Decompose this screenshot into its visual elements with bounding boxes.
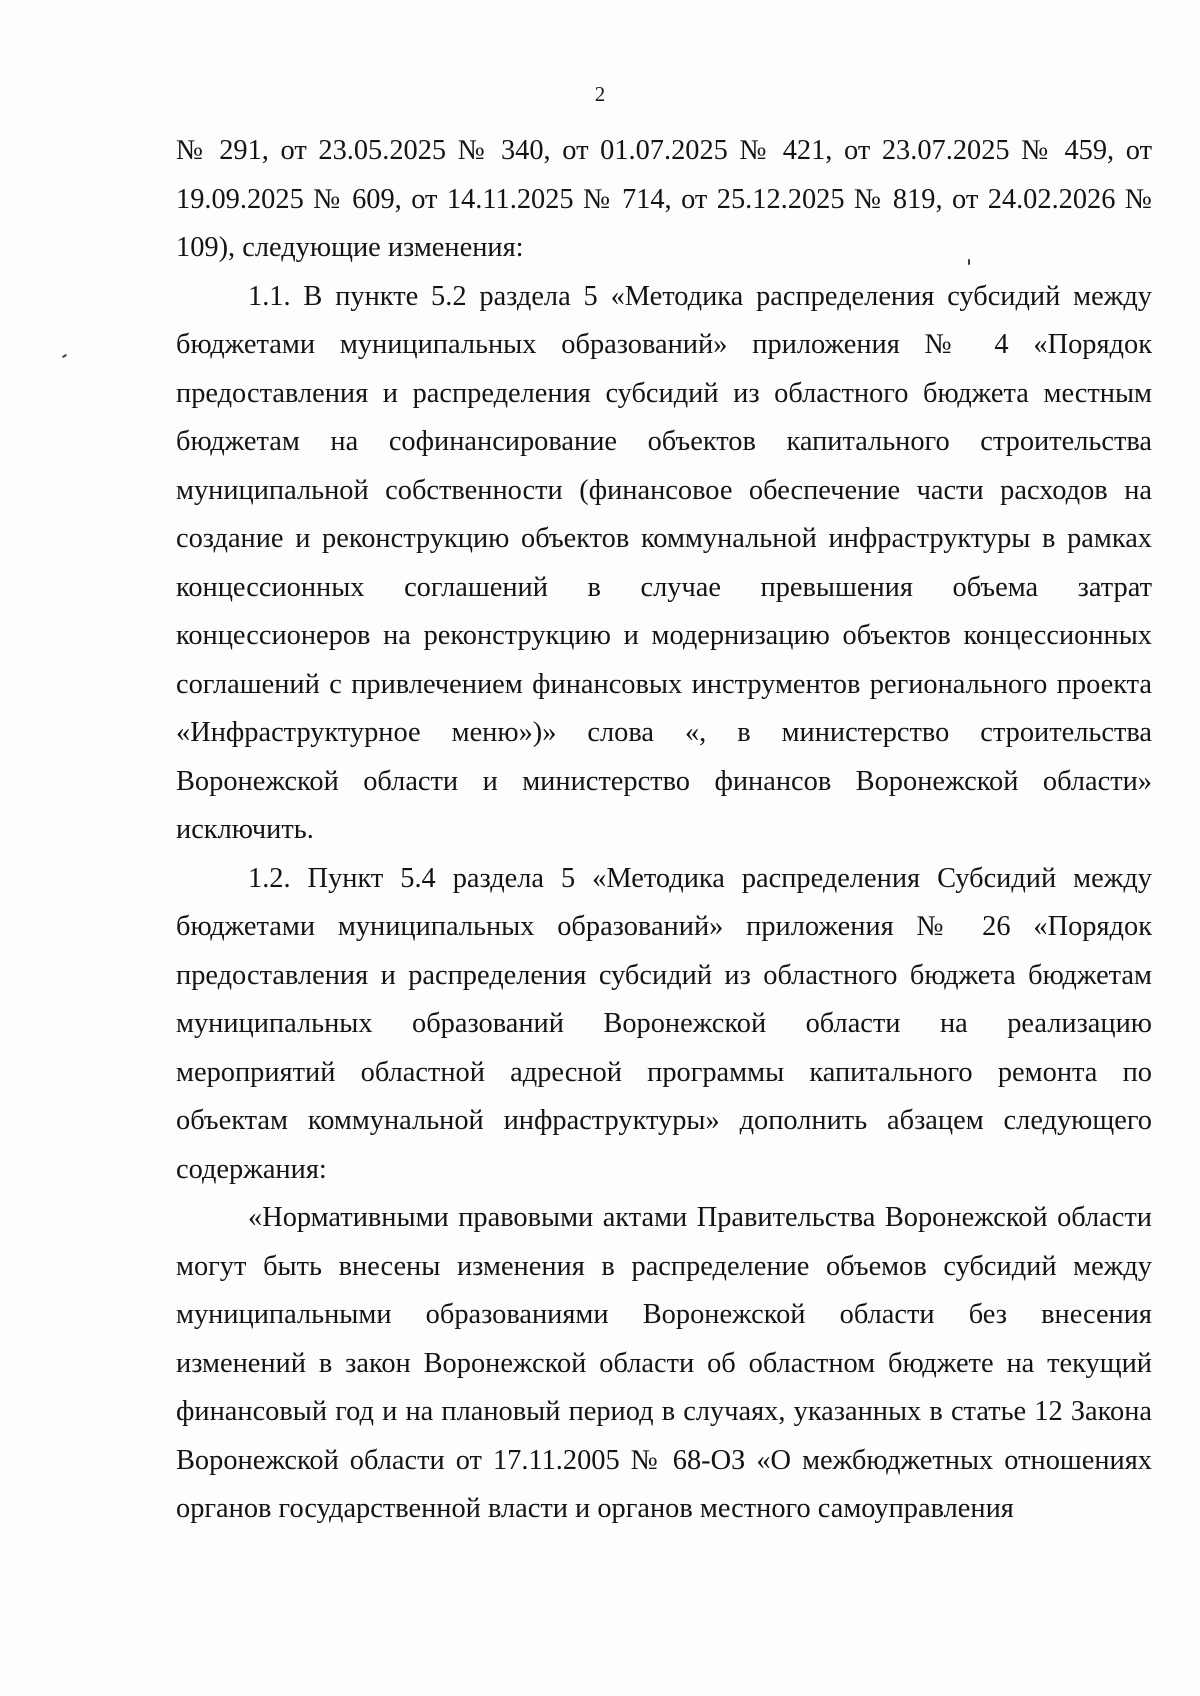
paragraph-item-1-2: 1.2. Пункт 5.4 раздела 5 «Методика распределения Субсидий между бюджетами муниципальных образований» приложения № 26 «Порядок предоставления и распределения субсидий из областного бюджета бюджетам муниципальных образований Воронежской области на реализацию мероприятий областной адресной программы капитального ремонта по объектам коммунальной инфраструктуры» дополнить абзацем следующего содержания: [176, 862, 1152, 1185]
paragraph-new-clause: «Нормативными правовыми актами Правительства Воронежской области могут быть внесены изменения в распределение объемов субсидий между муниципальными образованиями Воронежской области без внесения изменений в закон Воронежской области об областном бюджете на текущий финансовый год и на плановый период в случаях, указанных в статье 12 Закона Воронежской области от 17.11.2005 № 68-ОЗ «О межбюджетных отношениях органов государственной власти и органов местного самоуправления [176, 1202, 1152, 1524]
paragraph-amendments-intro: № 291, от 23.05.2025 № 340, от 01.07.2025 № 421, от 23.07.2025 № 459, от 19.09.2025 № 609, от 14.11.2025 № 714, от 25.12.2025 № 819, от 24.02.2026 № 109), следующие изменения: [176, 135, 1152, 263]
paragraph-item-1-1: 1.1. В пункте 5.2 раздела 5 «Методика распределения субсидий между бюджетами муниципальных образований» приложения № 4 «Порядок предоставления и распределения субсидий из областного бюджета местным бюджетам на софинансирование объектов капитального строительства муниципальной собственности (финансовое обеспечение части расходов на создание и реконструкцию объектов коммунальной инфраструктуры в рамках концессионных соглашений в случае превышения объема затрат концессионеров на реконструкцию и модернизацию объектов концессионных соглашений с привлечением финансовых инструментов регионального проекта «Инфраструктурное меню»)» слова «, в министерство строительства Воронежской области и министерство финансов Воронежской области» исключить. [176, 280, 1152, 845]
page-number: 2 [594, 82, 606, 106]
document-body [176, 127, 1152, 1534]
scan-speck [62, 354, 67, 359]
